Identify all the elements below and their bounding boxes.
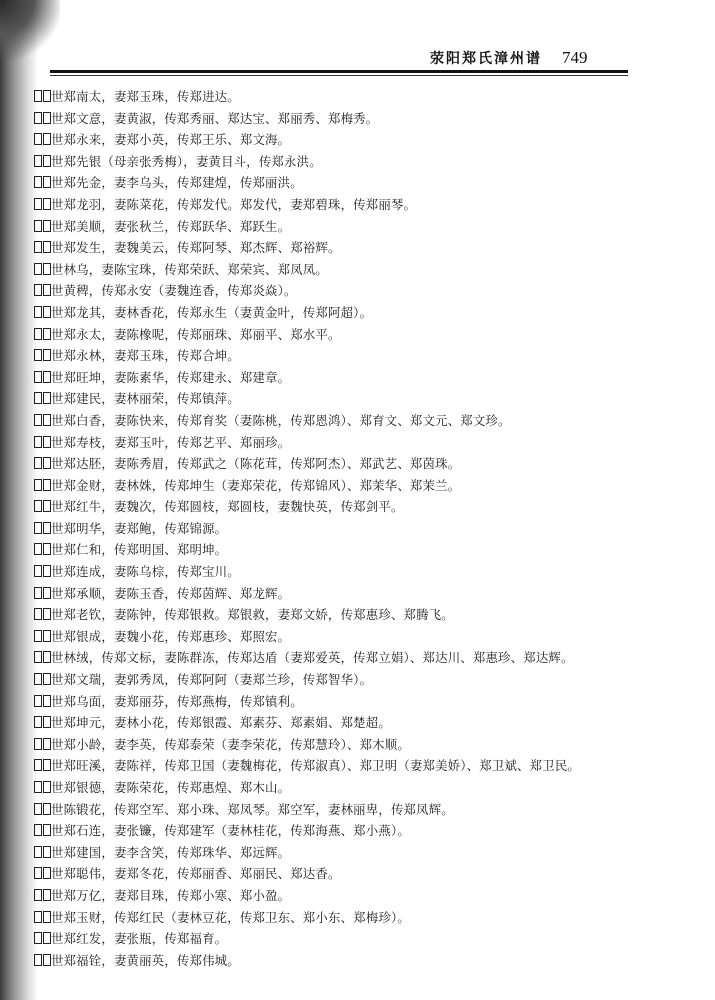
missing-glyph-box bbox=[43, 651, 51, 663]
missing-glyph-box bbox=[34, 220, 42, 232]
genealogy-entry bbox=[34, 583, 674, 605]
genealogy-entry bbox=[34, 928, 674, 950]
entry-text: 世郑明华，妻郑鲍，传郑锦源。 bbox=[51, 520, 228, 536]
book-title: 荥阳郑氏漳州谱 bbox=[430, 51, 542, 67]
entry-text: 世郑坤元，妻林小花，传郑银霞、郑素芬、郑素娟、郑楚超。 bbox=[51, 715, 391, 731]
missing-glyph-box bbox=[43, 911, 51, 923]
missing-glyph-box bbox=[43, 673, 51, 685]
genealogy-entry bbox=[34, 863, 674, 885]
missing-glyph-box bbox=[43, 932, 51, 944]
missing-glyph-box bbox=[34, 781, 42, 793]
missing-glyph-box bbox=[34, 176, 42, 188]
header-rule-thick bbox=[50, 70, 628, 73]
genealogy-entry bbox=[34, 755, 674, 777]
genealogy-entry bbox=[34, 237, 674, 259]
genealogy-entry bbox=[34, 518, 674, 540]
missing-glyph-box bbox=[34, 932, 42, 944]
missing-glyph-box bbox=[34, 349, 42, 361]
entry-text: 世郑银成，妻魏小花，传郑惠珍、郑照宏。 bbox=[51, 628, 291, 644]
entry-text: 世郑永来，妻郑小英，传郑王乐、郑文海。 bbox=[51, 132, 291, 148]
missing-glyph-box bbox=[34, 587, 42, 599]
entry-text: 世郑聪伟，妻郑冬花，传郑丽香、郑丽民、郑达香。 bbox=[51, 866, 341, 882]
missing-glyph-box bbox=[43, 695, 51, 707]
missing-glyph-box bbox=[43, 500, 51, 512]
missing-glyph-box bbox=[43, 781, 51, 793]
genealogy-entry bbox=[34, 432, 674, 454]
missing-glyph-box bbox=[34, 846, 42, 858]
genealogy-entry bbox=[34, 86, 674, 108]
missing-glyph-box bbox=[43, 198, 51, 210]
missing-glyph-box bbox=[43, 846, 51, 858]
missing-glyph-box bbox=[43, 112, 51, 124]
missing-glyph-box bbox=[43, 867, 51, 879]
missing-glyph-box bbox=[34, 306, 42, 318]
entry-text: 世林乌，妻陈宝珠，传郑荣跃、郑荣宾、郑凤凤。 bbox=[51, 261, 328, 277]
missing-glyph-box bbox=[34, 112, 42, 124]
genealogy-entry bbox=[34, 604, 674, 626]
genealogy-entry bbox=[34, 259, 674, 281]
missing-glyph-box bbox=[43, 263, 51, 275]
genealogy-entry bbox=[34, 561, 674, 583]
missing-glyph-box bbox=[43, 565, 51, 577]
genealogy-entry bbox=[34, 410, 674, 432]
missing-glyph-box bbox=[34, 565, 42, 577]
genealogy-entry bbox=[34, 647, 674, 669]
missing-glyph-box bbox=[43, 392, 51, 404]
missing-glyph-box bbox=[34, 392, 42, 404]
missing-glyph-box bbox=[43, 90, 51, 102]
missing-glyph-box bbox=[43, 155, 51, 167]
missing-glyph-box bbox=[34, 651, 42, 663]
missing-glyph-box bbox=[34, 608, 42, 620]
genealogy-entry-list bbox=[34, 86, 674, 971]
entry-text: 世郑承顺，妻陈玉香，传郑茵辉、郑龙辉。 bbox=[51, 585, 291, 601]
missing-glyph-box bbox=[34, 457, 42, 469]
genealogy-entry bbox=[34, 453, 674, 475]
missing-glyph-box bbox=[34, 824, 42, 836]
genealogy-entry bbox=[34, 475, 674, 497]
header-rule-thin bbox=[50, 75, 628, 76]
missing-glyph-box bbox=[34, 911, 42, 923]
missing-glyph-box bbox=[43, 608, 51, 620]
genealogy-entry bbox=[34, 799, 674, 821]
missing-glyph-box bbox=[34, 543, 42, 555]
genealogy-entry bbox=[34, 539, 674, 561]
entry-text: 世郑美顺，妻张秋兰，传郑跃华、郑跃生。 bbox=[51, 218, 291, 234]
entry-text: 世郑乌面，妻郑丽芬，传郑燕梅，传郑镇利。 bbox=[51, 693, 303, 709]
missing-glyph-box bbox=[34, 716, 42, 728]
genealogy-entry bbox=[34, 108, 674, 130]
missing-glyph-box bbox=[34, 738, 42, 750]
missing-glyph-box bbox=[43, 522, 51, 534]
missing-glyph-box bbox=[43, 241, 51, 253]
entry-text: 世郑老钦，妻陈钟，传郑银救。郑银救，妻郑文娇，传郑惠珍、郑腾飞。 bbox=[51, 607, 454, 623]
entry-text: 世郑旺坤，妻陈素华，传郑建永、郑建章。 bbox=[51, 369, 291, 385]
missing-glyph-box bbox=[43, 220, 51, 232]
missing-glyph-box bbox=[43, 759, 51, 771]
entry-text: 世陈锻花，传郑空军、郑小珠、郑凤琴。郑空军，妻林丽卑，传郑凤辉。 bbox=[51, 801, 454, 817]
genealogy-entry bbox=[34, 885, 674, 907]
missing-glyph-box bbox=[34, 479, 42, 491]
entry-text: 世郑龙羽，妻陈菜花，传郑发代。郑发代，妻郑碧珠，传郑丽琴。 bbox=[51, 196, 417, 212]
entry-text: 世郑小龄，妻李英，传郑泰荣（妻李荣花，传郑慧玲）、郑木顺。 bbox=[51, 736, 410, 752]
missing-glyph-box bbox=[43, 436, 51, 448]
missing-glyph-box bbox=[43, 630, 51, 642]
missing-glyph-box bbox=[34, 954, 42, 966]
missing-glyph-box bbox=[34, 436, 42, 448]
missing-glyph-box bbox=[34, 759, 42, 771]
entry-text: 世郑永太，妻陈橡呢，传郑丽珠、郑丽平、郑水平。 bbox=[51, 326, 341, 342]
genealogy-entry bbox=[34, 777, 674, 799]
missing-glyph-box bbox=[43, 457, 51, 469]
missing-glyph-box bbox=[43, 824, 51, 836]
entry-text: 世郑金财，妻林姝，传郑坤生（妻郑荣花，传郑锦风）、郑茉华、郑茉兰。 bbox=[51, 477, 461, 493]
missing-glyph-box bbox=[34, 803, 42, 815]
entry-text: 世郑达胚，妻陈秀眉，传郑武之（陈花茸，传郑阿杰）、郑武艺、郑茵珠。 bbox=[51, 456, 461, 472]
entry-text: 世郑龙其，妻林香花，传郑永生（妻黄金叶，传郑阿超）。 bbox=[51, 304, 373, 320]
scan-shadow-corner bbox=[0, 0, 60, 60]
missing-glyph-box bbox=[34, 90, 42, 102]
entry-text: 世郑寿枝，妻郑玉叶，传郑艺平、郑丽珍。 bbox=[51, 434, 291, 450]
missing-glyph-box bbox=[43, 306, 51, 318]
entry-text: 世郑永林，妻郑玉珠，传郑合坤。 bbox=[51, 348, 240, 364]
missing-glyph-box bbox=[43, 716, 51, 728]
missing-glyph-box bbox=[34, 198, 42, 210]
genealogy-entry bbox=[34, 712, 674, 734]
missing-glyph-box bbox=[43, 889, 51, 901]
missing-glyph-box bbox=[43, 738, 51, 750]
missing-glyph-box bbox=[34, 241, 42, 253]
page-header bbox=[430, 46, 626, 70]
missing-glyph-box bbox=[34, 500, 42, 512]
entry-text: 世郑白香，妻陈快来，传郑育奖（妻陈桃，传郑恩鸿）、郑育文、郑文元、郑文珍。 bbox=[51, 412, 511, 428]
entry-text: 世黄稗，传郑永安（妻魏连香，传郑炎焱）。 bbox=[51, 283, 297, 299]
missing-glyph-box bbox=[34, 630, 42, 642]
genealogy-entry bbox=[34, 820, 674, 842]
missing-glyph-box bbox=[34, 414, 42, 426]
genealogy-entry bbox=[34, 345, 674, 367]
entry-text: 世郑先金，妻李乌头，传郑建煌，传郑丽洪。 bbox=[51, 175, 303, 191]
genealogy-entry bbox=[34, 129, 674, 151]
genealogy-entry bbox=[34, 626, 674, 648]
entry-text: 世郑发生，妻魏美云，传郑阿琴、郑杰辉、郑裕辉。 bbox=[51, 240, 341, 256]
entry-text: 世郑仁和，传郑明国、郑明坤。 bbox=[51, 542, 228, 558]
genealogy-entry bbox=[34, 669, 674, 691]
entry-text: 世郑文瑞，妻郭秀凤，传郑阿阿（妻郑兰珍，传郑智华）。 bbox=[51, 672, 373, 688]
genealogy-entry bbox=[34, 734, 674, 756]
genealogy-entry bbox=[34, 172, 674, 194]
entry-text: 世郑旺溪，妻陈祥，传郑卫国（妻魏梅花，传郑淑真）、郑卫明（妻郑美娇）、郑卫斌、郑卫民。 bbox=[51, 758, 580, 774]
genealogy-entry bbox=[34, 388, 674, 410]
entry-text: 世郑福铨，妻黄丽英，传郑伟城。 bbox=[51, 952, 240, 968]
genealogy-entry bbox=[34, 194, 674, 216]
missing-glyph-box bbox=[34, 867, 42, 879]
missing-glyph-box bbox=[43, 587, 51, 599]
missing-glyph-box bbox=[34, 522, 42, 534]
genealogy-entry bbox=[34, 907, 674, 929]
entry-text: 世郑石连，妻张镰，传郑建军（妻林桂花，传郑海燕、郑小燕）。 bbox=[51, 823, 410, 839]
entry-text: 世郑连成，妻陈乌棕，传郑宝川。 bbox=[51, 564, 240, 580]
missing-glyph-box bbox=[43, 133, 51, 145]
entry-text: 世郑红发，妻张瓶，传郑福育。 bbox=[51, 931, 228, 947]
genealogy-entry bbox=[34, 302, 674, 324]
entry-text: 世郑万亿，妻郑目珠，传郑小寒、郑小盈。 bbox=[51, 887, 291, 903]
missing-glyph-box bbox=[34, 889, 42, 901]
entry-text: 世林绒，传郑文标，妻陈群冻，传郑达盾（妻郑爱英，传郑立娟）、郑达川、郑惠珍、郑达辉。 bbox=[51, 650, 574, 666]
entry-text: 世郑建国，妻李含笑，传郑珠华、郑远辉。 bbox=[51, 844, 291, 860]
missing-glyph-box bbox=[34, 133, 42, 145]
genealogy-entry bbox=[34, 216, 674, 238]
entry-text: 世郑文意，妻黄淑，传郑秀丽、郑达宝、郑丽秀、郑梅秀。 bbox=[51, 110, 379, 126]
entry-text: 世郑南太，妻郑玉珠，传郑进达。 bbox=[51, 89, 240, 104]
missing-glyph-box bbox=[34, 328, 42, 340]
genealogy-entry bbox=[34, 280, 674, 302]
genealogy-entry bbox=[34, 842, 674, 864]
missing-glyph-box bbox=[43, 803, 51, 815]
missing-glyph-box bbox=[43, 176, 51, 188]
missing-glyph-box bbox=[43, 349, 51, 361]
missing-glyph-box bbox=[34, 695, 42, 707]
entry-text: 世郑先银（母亲张秀梅），妻黄目斗，传郑永洪。 bbox=[51, 153, 322, 169]
missing-glyph-box bbox=[34, 263, 42, 275]
missing-glyph-box bbox=[43, 284, 51, 296]
missing-glyph-box bbox=[43, 543, 51, 555]
genealogy-entry bbox=[34, 691, 674, 713]
missing-glyph-box bbox=[43, 371, 51, 383]
genealogy-entry bbox=[34, 151, 674, 173]
missing-glyph-box bbox=[43, 954, 51, 966]
missing-glyph-box bbox=[34, 371, 42, 383]
missing-glyph-box bbox=[43, 328, 51, 340]
genealogy-entry bbox=[34, 950, 674, 972]
entry-text: 世郑银德，妻陈荣花，传郑惠煌、郑木山。 bbox=[51, 780, 291, 795]
genealogy-entry bbox=[34, 324, 674, 346]
missing-glyph-box bbox=[34, 284, 42, 296]
missing-glyph-box bbox=[34, 155, 42, 167]
entry-text: 世郑玉财，传郑红民（妻林豆花，传郑卫东、郑小东、郑梅珍）。 bbox=[51, 909, 410, 925]
missing-glyph-box bbox=[43, 414, 51, 426]
entry-text: 世郑建民，妻林丽荣，传郑镇萍。 bbox=[51, 391, 240, 407]
missing-glyph-box bbox=[34, 673, 42, 685]
entry-text: 世郑红牛，妻魏次，传郑圆枝，郑圆枝，妻魏快英，传郑剑平。 bbox=[51, 499, 404, 515]
genealogy-entry bbox=[34, 367, 674, 389]
scan-shadow-edge bbox=[0, 0, 38, 1000]
genealogy-entry bbox=[34, 496, 674, 518]
page-number: 749 bbox=[562, 48, 588, 67]
missing-glyph-box bbox=[43, 479, 51, 491]
